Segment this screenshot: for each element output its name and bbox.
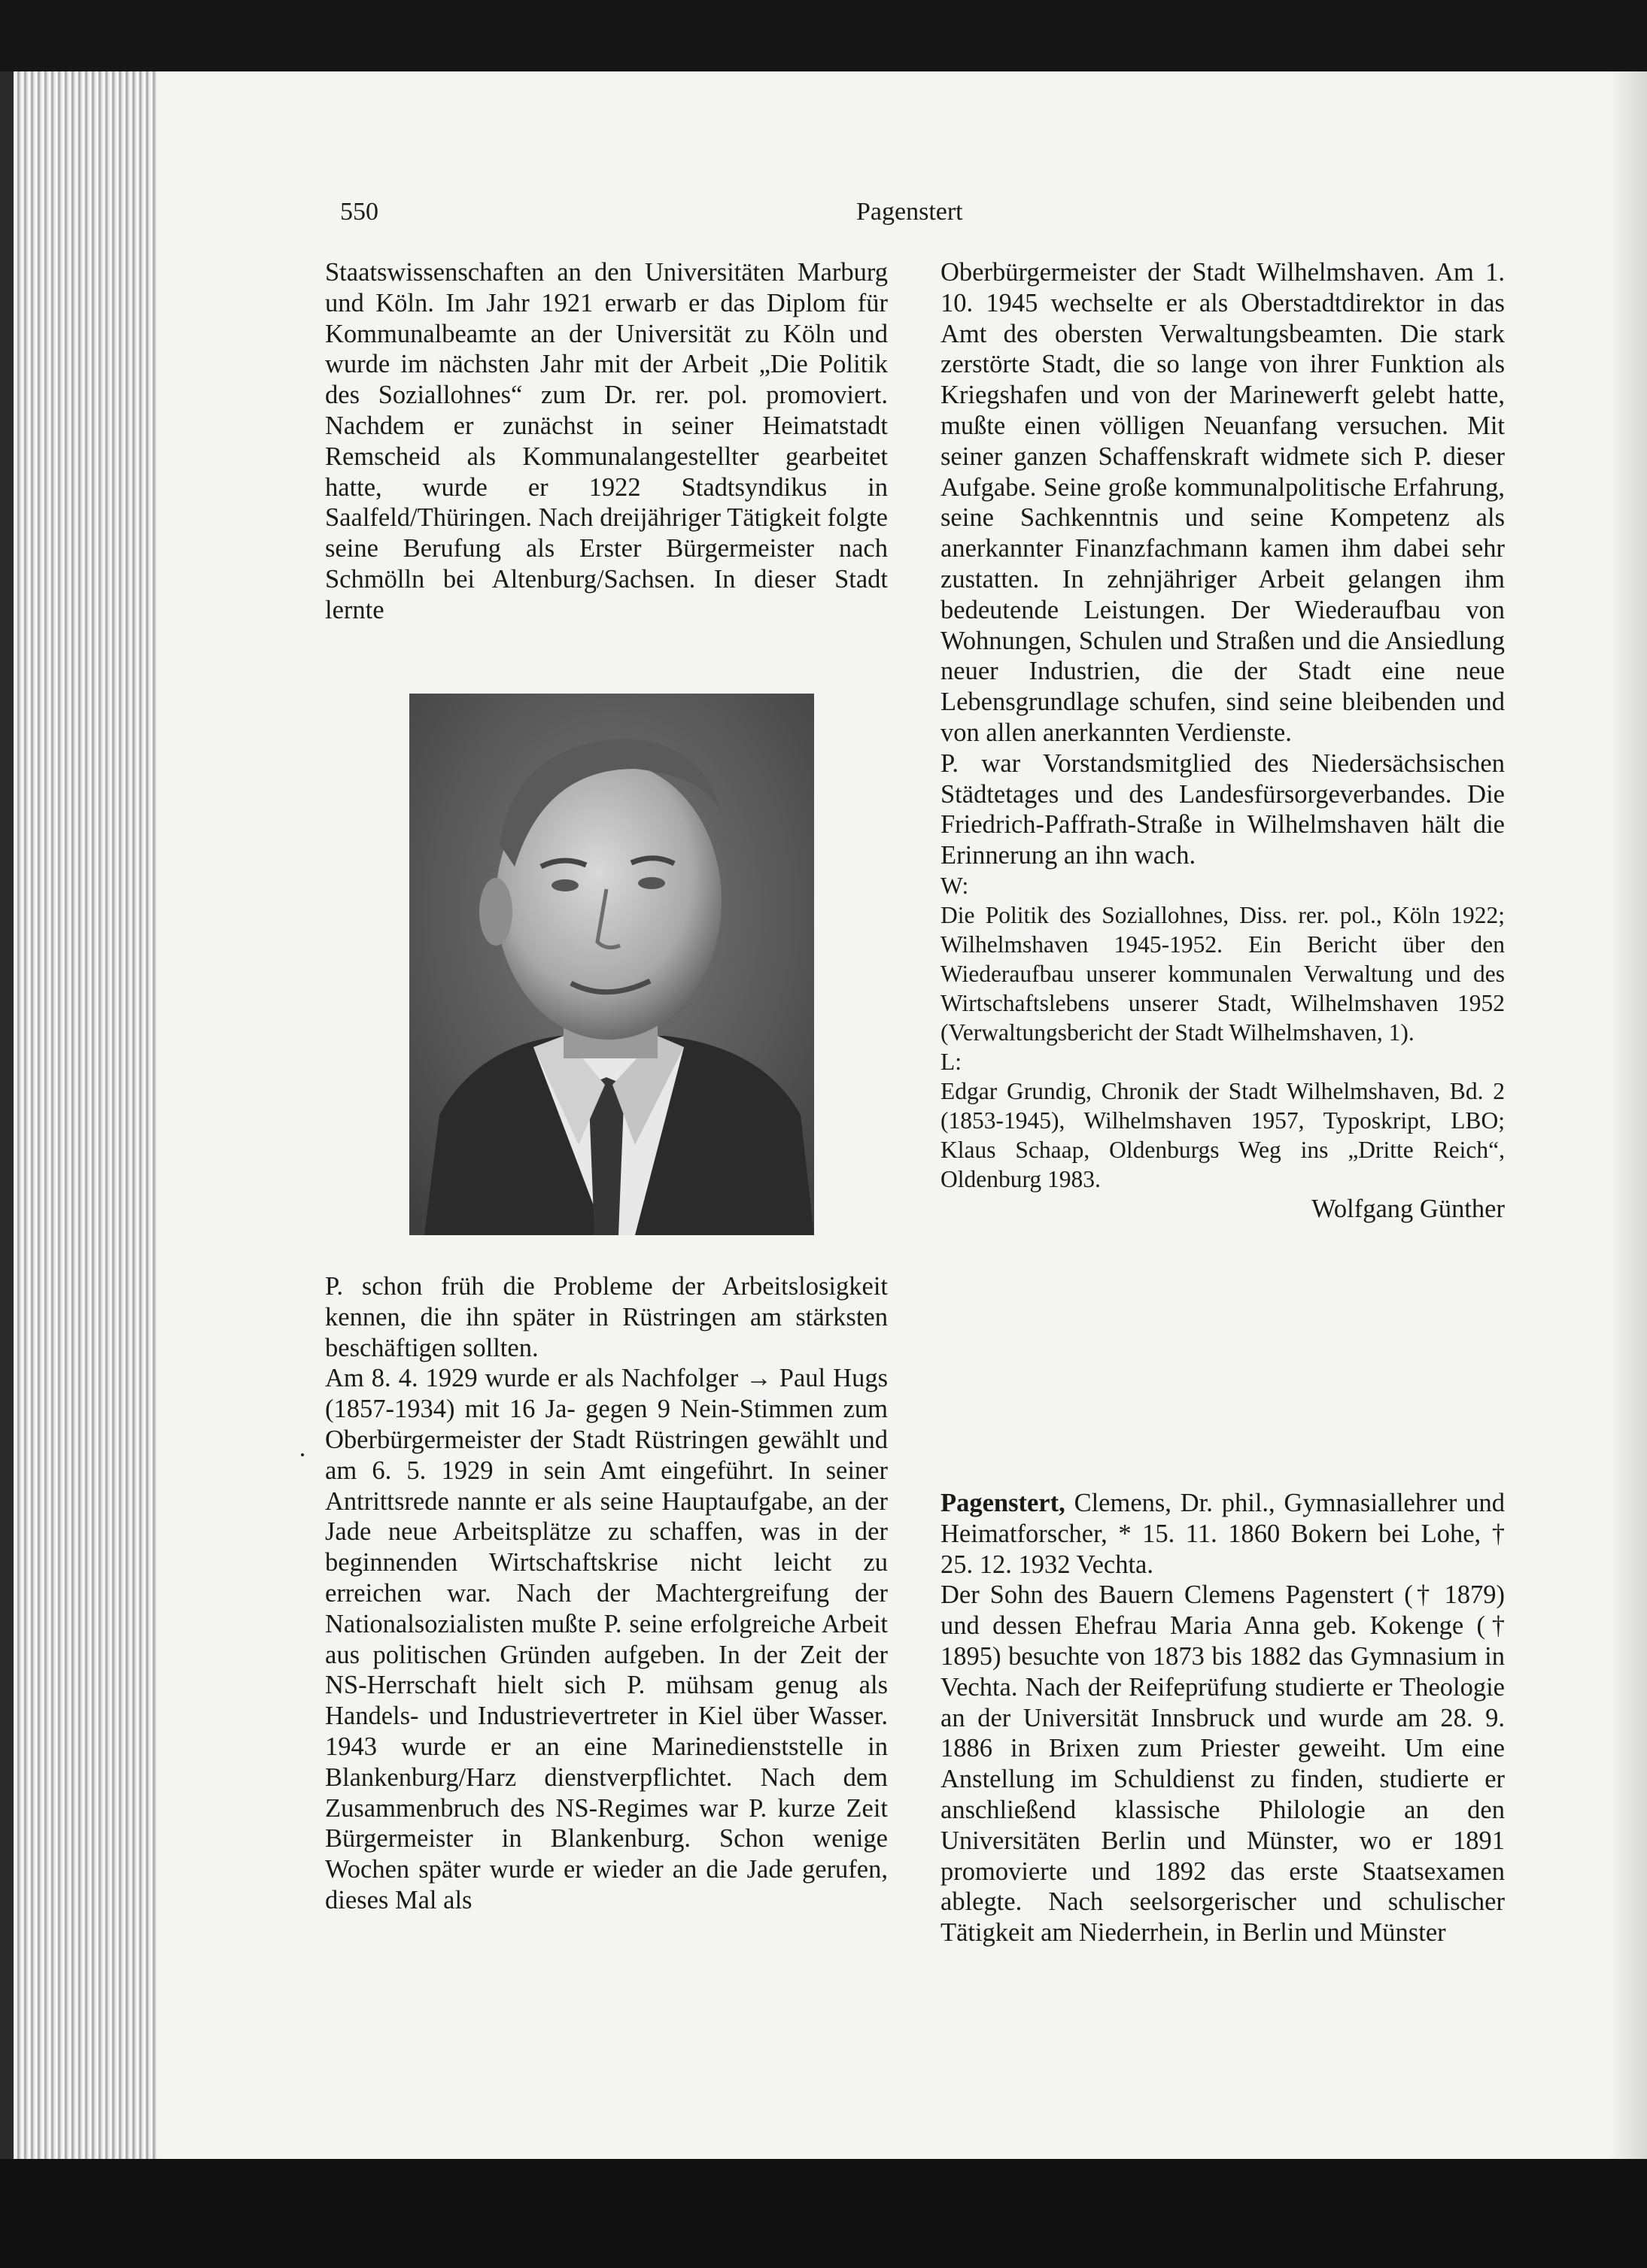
scan-bottom-background [0, 2159, 1647, 2268]
right-column-next-entry [940, 1488, 1505, 1948]
works-text: Die Politik des Soziallohnes, Diss. rer. pol., Köln 1922; Wilhelmshaven 1945-1952. Ein Bericht über den Wiederaufbau unserer kommunalen Verwaltung und des Wirtschaftslebens unserer Stadt, Wilhelmshaven 1952 (Verwaltungsbericht der Stadt Wilhelmshaven, 1). [940, 901, 1505, 1046]
book-spine-shadow [0, 71, 14, 2159]
portrait-illustration [409, 694, 814, 1235]
running-head-title: Pagenstert [856, 198, 963, 226]
left-column-upper [325, 257, 888, 626]
book-page-edges [0, 71, 158, 2159]
paragraph: Am 8. 4. 1929 wurde er als Nachfolger → Paul Hugs (1857-1934) mit 16 Ja- gegen 9 Nein-Stimmen zum Oberbürgermeister der Stadt Rüstringen gewählt und am 6. 5. 1929 in sein Amt eingeführt. In seiner Antrittsrede nannte er als seine Hauptaufgabe, an der Jade neue Arbeitsplätze zu schaffen, was in der beginnenden Wirtschaftskrise nicht leicht zu erreichen war. Nach der Machtergreifung der Nationalsozialisten mußte P. seine erfolgreiche Arbeit aus politischen Gründen aufgeben. In der Zeit der NS-Herrschaft hielt sich P. mühsam genug als Handels- und Industrievertreter in Kiel über Wasser. 1943 wurde er an eine Marinedienststelle in Blankenburg/Harz dienstverpflichtet. Nach dem Zusammenbruch des NS-Regimes war P. kurze Zeit Bürgermeister in Blankenburg. Schon wenige Wochen später wurde er wieder an die Jade gerufen, dieses Mal als [325, 1364, 888, 1914]
works-label: W: [940, 872, 969, 899]
paragraph: Staatswissenschaften an den Universitäten Marburg und Köln. Im Jahr 1921 erwarb er das Diplom für Kommunalbeamte an der Universität zu Köln und wurde im nächsten Jahr mit der Arbeit „Die Politik des Soziallohnes“ zum Dr. rer. pol. promoviert. Nachdem er zunächst in seiner Heimatstadt Remscheid als Kommunalangestellter gearbeitet hatte, wurde er 1922 Stadtsyndikus in Saalfeld/Thüringen. Nach dreijähriger Tätigkeit folgte seine Berufung als Erster Bürgermeister nach Schmölln bei Altenburg/Sachsen. In dieser Stadt lernte [325, 258, 888, 624]
paragraph: Oberbürgermeister der Stadt Wilhelmshaven. Am 1. 10. 1945 wechselte er als Oberstadtdirektor in das Amt des obersten Verwaltungsbeamten. Die stark zerstörte Stadt, die so lange von ihrer Funktion als Kriegshafen und von der Marinewerft gelebt hatte, mußte einen völligen Neuanfang versuchen. Mit seiner ganzen Schaffenskraft widmete sich P. dieser Aufgabe. Seine große kommunalpolitische Erfahrung, seine Sachkenntnis und seine Kompetenz als anerkannter Finanzfachmann kamen ihm dabei sehr zustatten. In zehnjähriger Arbeit gelangen ihm bedeutende Leistungen. Der Wiederaufbau von Wohnungen, Schulen und Straßen und die Ansiedlung neuer Industrien, die der Stadt eine neue Lebensgrundlage schufen, sind seine bleibenden und von allen anerkannten Verdienste. [940, 258, 1505, 747]
page-gutter-shadow [1609, 71, 1647, 2159]
article-author: Wolfgang Günther [1311, 1194, 1505, 1223]
right-column-upper [940, 257, 1505, 1225]
portrait-photo [409, 694, 814, 1235]
literature-text: Edgar Grundig, Chronik der Stadt Wilhelmshaven, Bd. 2 (1853-1945), Wilhelmshaven 1957, Typoskript, LBO; Klaus Schaap, Oldenburgs Weg ins „Dritte Reich“, Oldenburg 1983. [940, 1077, 1505, 1192]
scan-top-background [0, 0, 1647, 71]
paragraph: P. schon früh die Probleme der Arbeitslosigkeit kennen, die ihn später in Rüstringen am stärksten beschäftigen sollten. [325, 1272, 888, 1362]
literature-label: L: [940, 1048, 962, 1075]
margin-dot [301, 1453, 304, 1456]
left-column-lower [325, 1271, 888, 1916]
paragraph: P. war Vorstandsmitglied des Niedersächsischen Städtetages und des Landesfürsorgeverbandes. Die Friedrich-Paffrath-Straße in Wilhelmshaven hält die Erinnerung an ihn wach. [940, 748, 1505, 870]
page-number: 550 [340, 198, 378, 226]
entry-body: Der Sohn des Bauern Clemens Pagenstert († 1879) und dessen Ehefrau Maria Anna geb. Kokenge († 1895) besuchte von 1873 bis 1882 das Gymnasium in Vechta. Nach der Reifeprüfung studierte er Theologie an der Universität Innsbruck und wurde am 28. 9. 1886 in Brixen zum Priester geweiht. Um eine Anstellung im Schuldienst zu finden, studierte er anschließend klassische Philologie an den Universitäten Berlin und Münster, wo er 1891 promovierte und 1892 das erste Staatsexamen ablegte. Nach seelsorgerischer und schulischer Tätigkeit am Niederrhein, in Berlin und Münster [940, 1580, 1505, 1948]
entry-header-text: Clemens, Dr. phil., Gymnasiallehrer und Heimatforscher, * 15. 11. 1860 Bokern bei Lohe, † 25. 12. 1932 Vechta. [940, 1489, 1505, 1579]
entry-name: Pagenstert, [940, 1489, 1065, 1517]
entry-header [940, 1488, 1505, 1580]
